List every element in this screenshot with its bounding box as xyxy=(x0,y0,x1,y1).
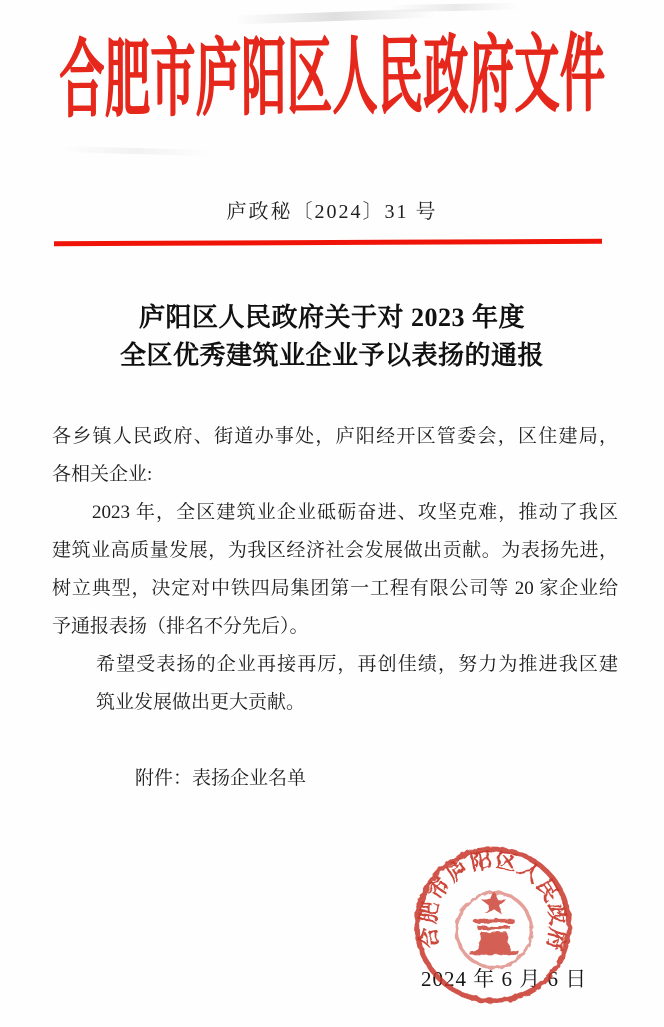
gate-platform-shape xyxy=(470,950,519,955)
body-text xyxy=(52,418,618,798)
scan-artifact xyxy=(390,3,520,12)
title-line-1: 庐阳区人民政府关于对 2023 年度 xyxy=(138,303,525,332)
body-line: 各乡镇人民政府、街道办事处，庐阳经开区管委会，区住建局， xyxy=(52,426,618,447)
gate-roof-shape xyxy=(474,919,514,923)
star-icon xyxy=(481,891,506,915)
attachment-note: 附件：表扬企业名单 xyxy=(135,768,307,789)
red-header-banner xyxy=(0,27,664,129)
scan-artifact xyxy=(60,146,210,156)
body-line: 希望受表扬的企业再接再厉，再创佳绩，努力为推进我区建 xyxy=(96,654,618,675)
doc-number: 庐政秘〔2024〕31 号 xyxy=(226,201,438,223)
title-line-2: 全区优秀建筑业企业予以表扬的通报 xyxy=(119,341,544,370)
org-title: 合肥市庐阳区人民政府文件 xyxy=(58,27,606,129)
body-line: 筑业发展做出更大贡献。 xyxy=(96,692,306,713)
body-line: 各相关企业: xyxy=(52,464,153,485)
document-title xyxy=(0,299,664,375)
body-line: 2023 年，全区建筑业企业砥砺奋进、攻坚克难，推动了我区 xyxy=(92,502,618,523)
red-separator-line xyxy=(54,239,602,246)
gate-shape xyxy=(478,926,510,930)
gate-base-shape xyxy=(478,932,510,952)
body-line: 建筑业高质量发展，为我区经济社会发展做出贡献。为表扬先进， xyxy=(52,540,618,561)
body-line: 树立典型，决定对中铁四局集团第一工程有限公司等 20 家企业给 xyxy=(52,578,618,599)
issue-date: 2024 年 6 月 6 日 xyxy=(421,967,588,991)
seal-text: 合肥市庐阳区人民政府 xyxy=(415,847,571,955)
national-emblem-icon xyxy=(457,891,532,968)
body-line: 予通报表扬（排名不分先后）。 xyxy=(52,616,309,637)
